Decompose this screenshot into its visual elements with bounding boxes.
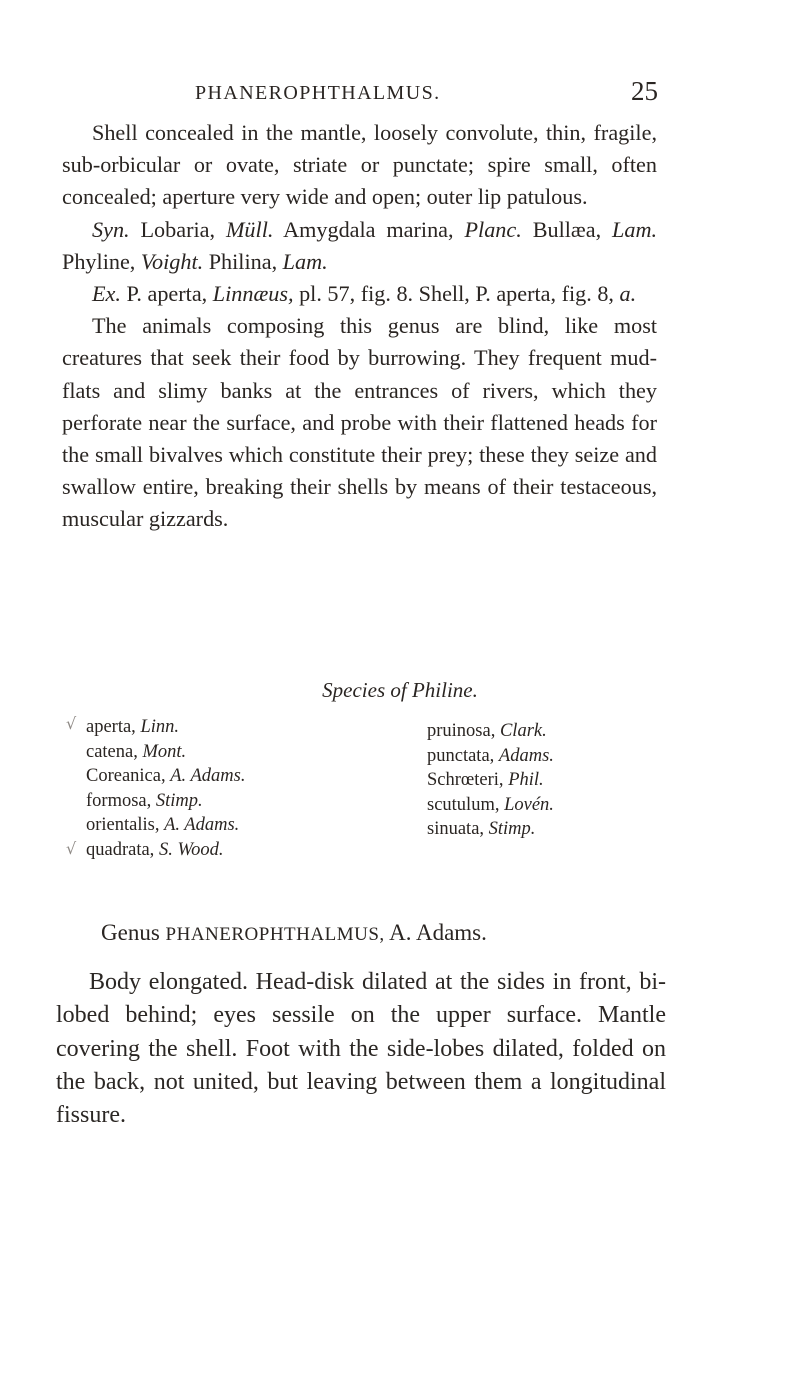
species-author: Phil.: [508, 770, 544, 791]
example-name: P. aperta,: [126, 281, 208, 307]
species-heading: Species of Philine.: [322, 678, 478, 702]
synonym-author: Voight.: [140, 248, 204, 274]
species-name: Coreanica,: [86, 766, 166, 787]
species-name: catena,: [86, 741, 138, 762]
species-item: [86, 789, 245, 814]
synonym-author: Lam.: [612, 216, 658, 242]
species-name: Schrœteri,: [427, 770, 504, 791]
species-item: [86, 740, 245, 765]
species-author: S. Wood.: [158, 839, 224, 860]
species-author: A. Adams.: [170, 766, 246, 787]
species-name: aperta,: [86, 717, 136, 737]
species-item: [427, 793, 554, 818]
example-shell-ref: Shell, P. aperta, fig. 8,: [418, 281, 614, 307]
synonym-name: Philina,: [208, 248, 278, 274]
synonyms-paragraph: [62, 214, 657, 278]
species-author: Mont.: [142, 741, 187, 762]
species-item: [427, 719, 554, 744]
synonym-name: Lobaria,: [140, 216, 216, 242]
species-item: [86, 813, 245, 838]
species-author: Stimp.: [488, 819, 536, 840]
ex-label: Ex.: [92, 281, 121, 307]
syn-label: Syn.: [92, 216, 130, 242]
species-name: sinuata,: [427, 819, 485, 840]
genus-description-paragraph: Body elongated. Head-disk dilated at the sides in front, bi-lobed behind; eyes sessile on the upper surface. Mantle covering the shell. Foot with the side-lobes dilated, folded on the back, not united, but leaving between them a longitudinal fissure.: [56, 969, 666, 1129]
synonym-author: Lam.: [282, 248, 328, 274]
species-item: [427, 744, 554, 769]
species-name: quadrata,: [86, 839, 155, 860]
species-author: Stimp.: [155, 790, 203, 811]
synonym-name: Bullæa,: [532, 216, 602, 242]
example-figure-letter: a.: [619, 281, 637, 307]
species-name: pruinosa,: [427, 721, 496, 741]
check-mark-icon: √: [66, 714, 77, 733]
genus-author: A. Adams.: [389, 920, 487, 945]
species-name: formosa,: [86, 790, 152, 811]
species-author: Lovén.: [504, 794, 554, 815]
species-item: [427, 768, 554, 793]
species-name: orientalis,: [86, 815, 160, 836]
running-head: PHANEROPHTHALMUS.: [195, 82, 441, 104]
species-author: A. Adams.: [164, 815, 240, 836]
example-author: Linnæus,: [212, 281, 294, 307]
example-plate-ref: pl. 57, fig. 8.: [299, 281, 414, 307]
genus-name: PHANEROPHTHALMUS,: [165, 924, 385, 945]
species-name: scutulum,: [427, 794, 500, 815]
genus-heading: [101, 920, 741, 946]
genus-prefix: Genus: [101, 920, 160, 945]
species-list-right: [427, 719, 554, 842]
synonym-author: Planc.: [464, 216, 522, 242]
habits-paragraph: The animals composing this genus are blind, like most creatures that seek their food by burrowing. They frequent mud-flats and slimy banks at the entrances of rivers, which they perforate near the surface, and probe with their flattened heads for the small bivalves which constitute their prey; these they seize and swallow entire, breaking their shells by means of their testaceous, muscular gizzards.: [62, 313, 657, 532]
species-item: [86, 764, 245, 789]
synonym-name: Phyline,: [62, 248, 136, 274]
species-author: Adams.: [498, 745, 554, 766]
species-author: Linn.: [140, 717, 179, 737]
page-header: [0, 76, 800, 116]
check-mark-icon: √: [66, 839, 77, 858]
species-item: [427, 817, 554, 842]
species-item: [86, 715, 245, 740]
species-name: punctata,: [427, 745, 495, 766]
shell-paragraph: Shell concealed in the mantle, loosely convolute, thin, fragile, sub-orbicular or ovate, striate or punctate; spire small, often concealed; aperture very wide and open; outer lip patulous.: [62, 120, 657, 210]
synonym-author: Müll.: [225, 216, 274, 242]
species-item: [86, 838, 245, 863]
synonym-name: Amygdala marina,: [283, 216, 454, 242]
example-paragraph: [62, 278, 657, 310]
genus-description: [62, 117, 657, 536]
page-number: 25: [631, 76, 658, 106]
species-list-left: [86, 715, 245, 863]
species-author: Clark.: [499, 721, 547, 741]
genus-characters: [56, 966, 666, 1132]
